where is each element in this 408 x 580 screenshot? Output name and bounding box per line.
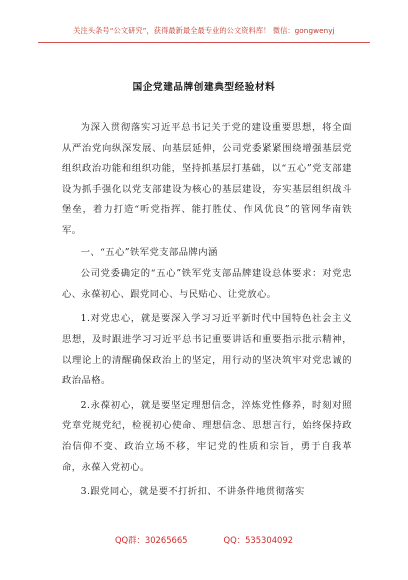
paragraph-intro: 为深入贯彻落实习近平总书记关于党的建设重要思想，将全面从严治党向纵深发展、向基层延伸，公司党委紧紧围绕增强基层党组织政治功能和组织功能，坚持抓基层打基础，以“五心”党支部建设为抓手强化以党支部建设为核心的基层建设，夯实基层组织战斗堡垒，着力打造“听党指挥、能打胜仗、作风优良”的管网华南铁军。 (62, 122, 352, 236)
paragraph-item-1: 1.对党忠心，就是要深入学习习近平新时代中国特色社会主义思想，及时跟进学习习近平总书记重要讲话和重要指示批示精神，以理论上的清醒确保政治上的坚定，用行动的坚决筑牢对党忠诚的政治品格。 (62, 313, 352, 387)
section-heading: 一、“五心”铁军党支部品牌内涵 (80, 246, 218, 258)
header-divider (38, 42, 370, 43)
header-banner: 关注头条号“公文研究”，获得最新最全最专业的公文资料库！ 微信：gongwenyj (73, 26, 335, 35)
paragraph-item-2: 2.永葆初心，就是要坚定理想信念，淬炼党性修养，时刻对照党章党规党纪，检视初心使命、理想信念、思想言行，始终保持政治信仰不变、政治立场不移，牢记党的性质和宗旨，勇于自我革命，永葆入党初心。 (62, 399, 352, 473)
paragraph-requirements: 公司党委确定的“五心”铁军党支部品牌建设总体要求：对党忠心、永葆初心、跟党同心、与民贴心、让党放心。 (62, 268, 352, 300)
document-body (62, 118, 352, 503)
document-title: 国企党建品牌创建典型经验材料 (132, 82, 276, 93)
footer-qq: QQ：535304092 (223, 535, 294, 545)
footer-contacts (0, 534, 408, 546)
paragraph-item-3: 3.跟党同心，就是要不打折扣、不讲条件地贯彻落实 (80, 486, 305, 498)
footer-qq-group: QQ群：30265665 (114, 535, 188, 545)
